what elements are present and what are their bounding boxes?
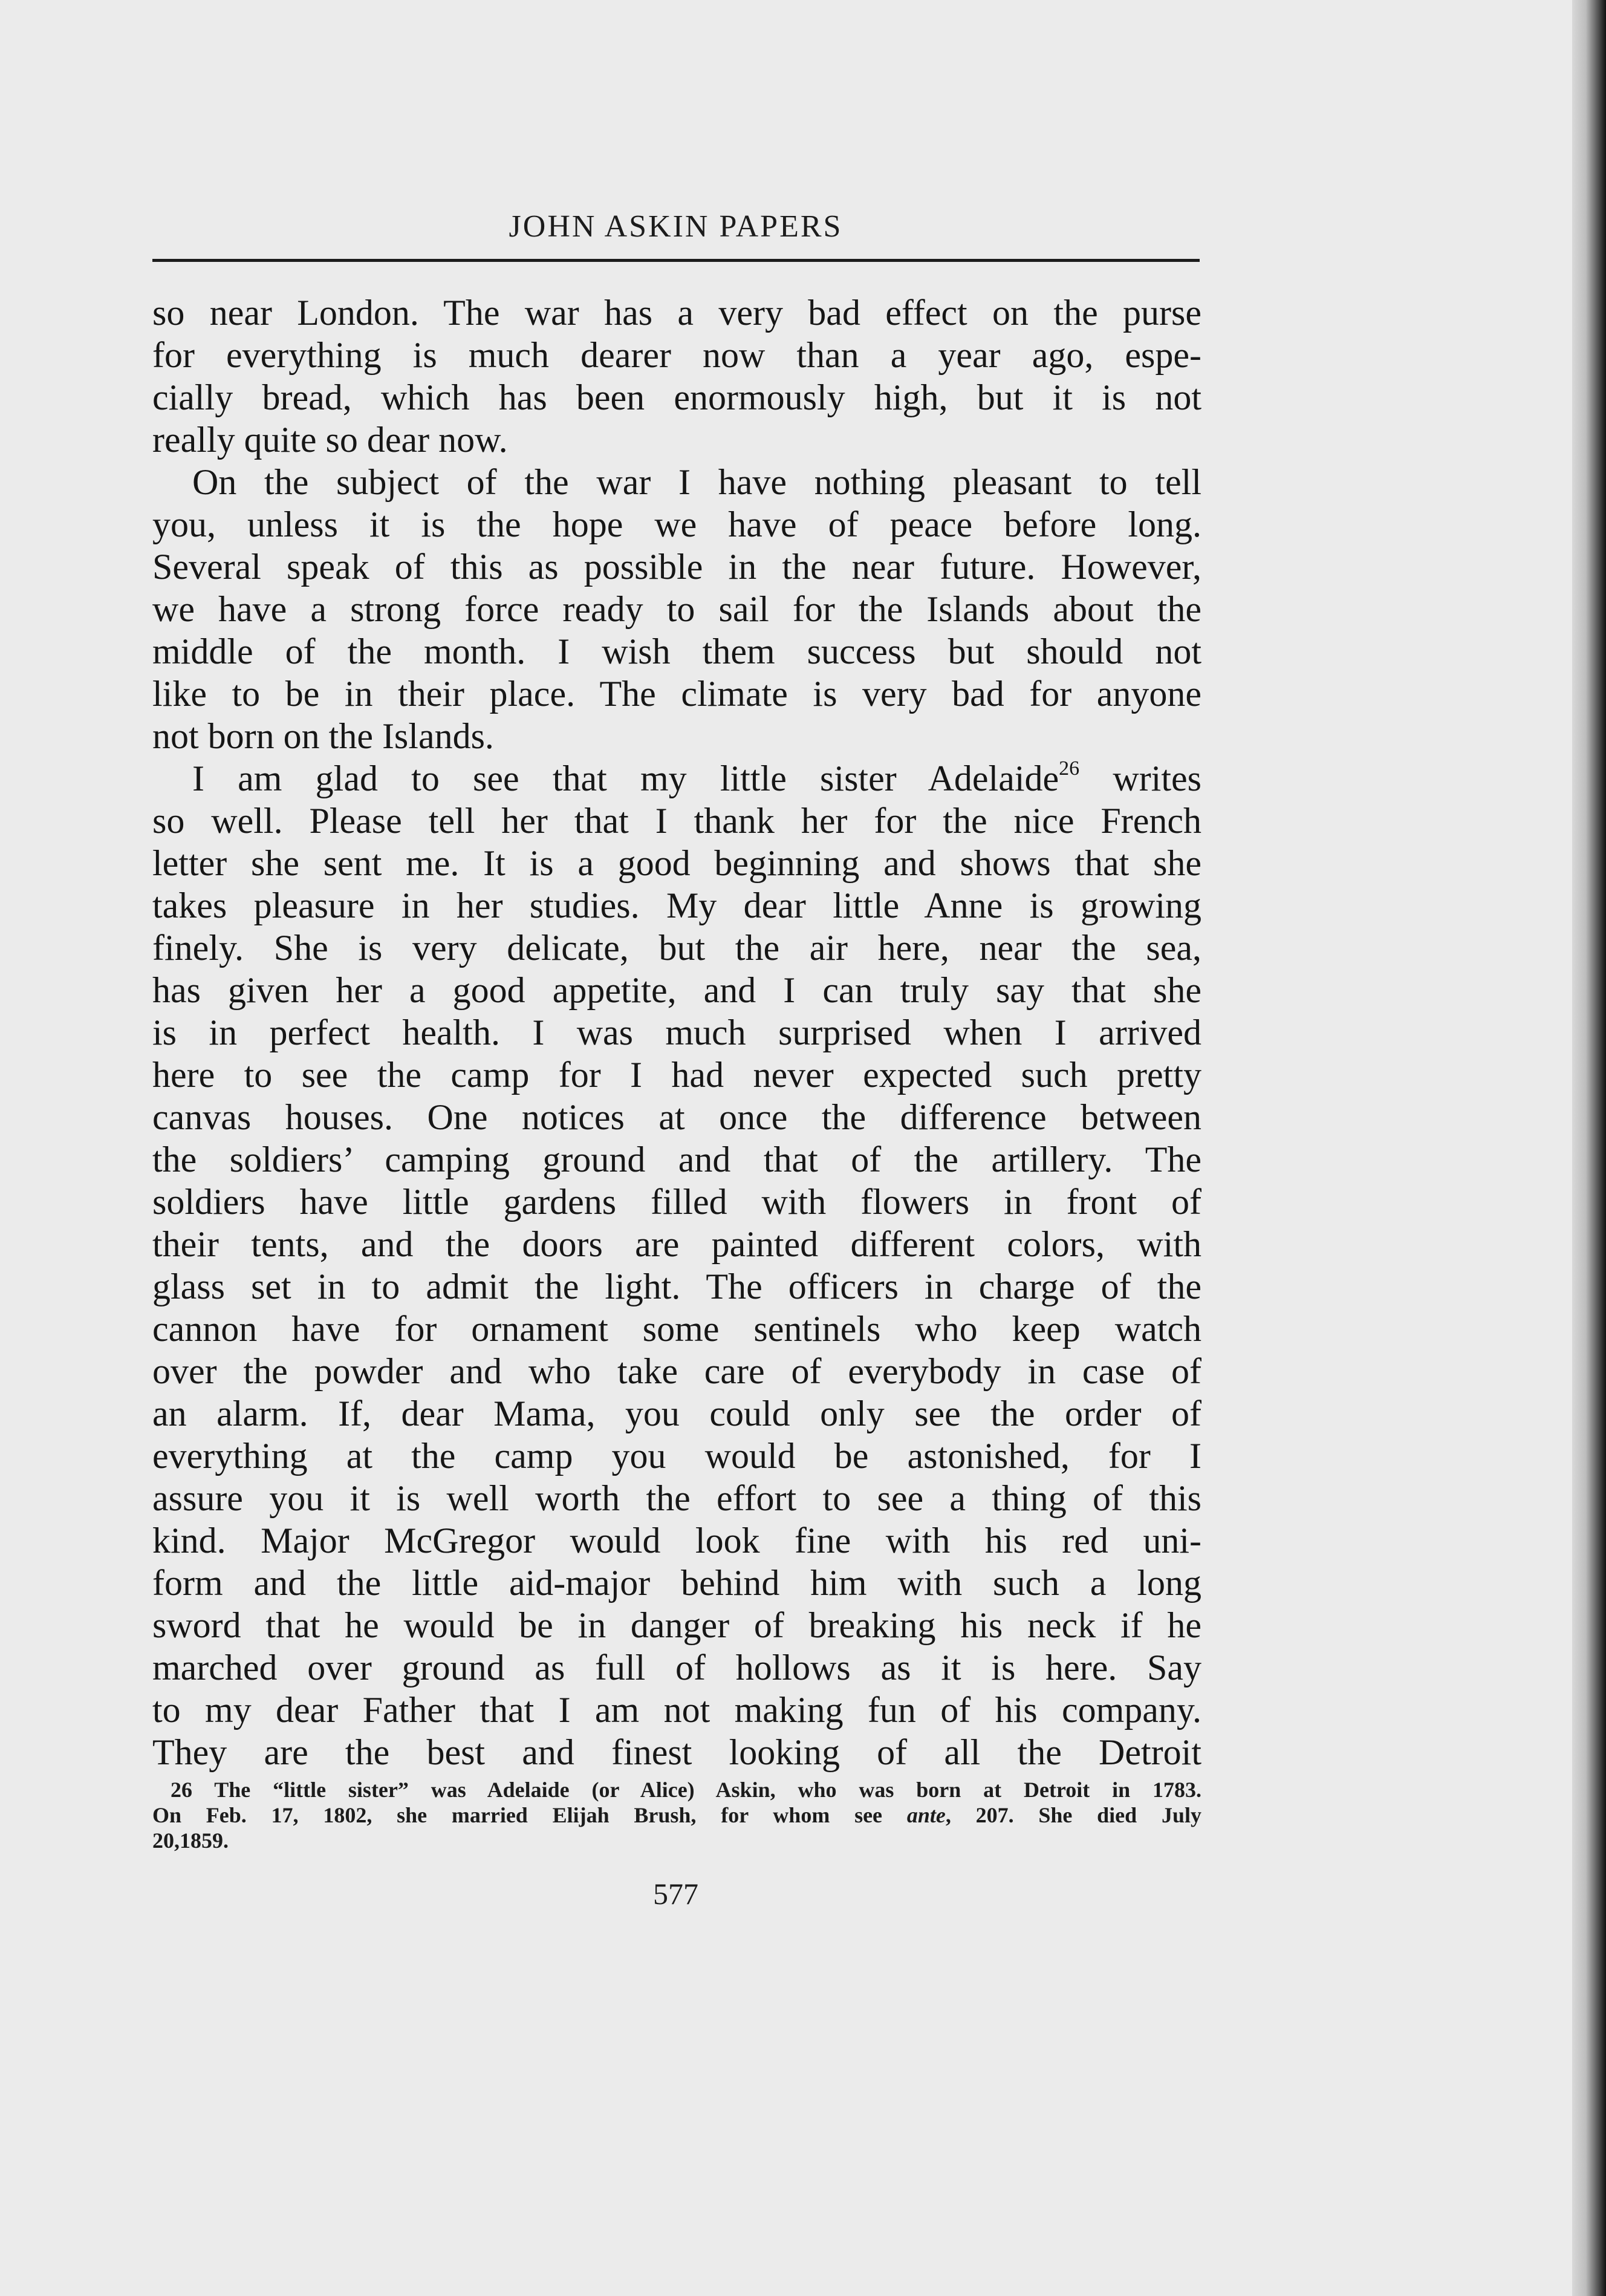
text-line: not born on the Islands. [152, 716, 494, 756]
footnote-line [152, 1802, 1201, 1828]
text-line: over the powder and who take care of everybody in case of [152, 1351, 1201, 1391]
footnote [152, 1777, 1201, 1853]
footnote-line: 20,1859. [152, 1828, 229, 1853]
footnote-line: 26 The “little sister” was Adelaide (or Alice) Askin, who was born at Detroit in 1783. [171, 1778, 1201, 1802]
text-line: kind. Major McGregor would look fine with his red uni- [152, 1521, 1201, 1561]
text-line: everything at the camp you would be astonished, for I [152, 1436, 1201, 1476]
text-line: we have a strong force ready to sail for the Islands about the [152, 589, 1201, 629]
italic-segment: ante [906, 1803, 946, 1827]
text-line: is in perfect health. I was much surprised when I arrived [152, 1013, 1201, 1052]
running-head: JOHN ASKIN PAPERS [509, 209, 843, 244]
text-line: middle of the month. I wish them success but should not [152, 631, 1201, 671]
text-line: for everything is much dearer now than a year ago, espe- [152, 335, 1201, 375]
text-line: canvas houses. One notices at once the difference between [152, 1097, 1201, 1137]
text-line: really quite so dear now. [152, 420, 508, 460]
text-line: takes pleasure in her studies. My dear little Anne is growing [152, 885, 1201, 925]
page-edge-shadow [1572, 0, 1606, 2296]
text-segment: I am glad to see that my little sister Adelaide [192, 758, 1059, 798]
text-line: form and the little aid-major behind him with such a long [152, 1563, 1201, 1603]
text-line: letter she sent me. It is a good beginning and shows that she [152, 843, 1201, 883]
text-line: They are the best and finest looking of all the Detroit [152, 1732, 1201, 1772]
text-segment: writes [1079, 758, 1201, 798]
text-line: sword that he would be in danger of breaking his neck if he [152, 1605, 1201, 1645]
text-line: so near London. The war has a very bad effect on the purse [152, 293, 1201, 333]
text-line: has given her a good appetite, and I can truly say that she [152, 970, 1201, 1010]
text-line: soldiers have little gardens filled with flowers in front of [152, 1182, 1201, 1222]
page-number: 577 [653, 1877, 698, 1911]
body-text [152, 292, 1201, 1773]
text-line [152, 757, 1201, 800]
footnote-marker: 26 [1059, 757, 1080, 780]
text-segment: On Feb. 17, 1802, she married Elijah Brush, for whom see [152, 1803, 907, 1827]
text-line: On the subject of the war I have nothing pleasant to tell [192, 462, 1201, 502]
text-line: here to see the camp for I had never expected such pretty [152, 1055, 1201, 1095]
text-line: an alarm. If, dear Mama, you could only see the order of [152, 1394, 1201, 1433]
text-line: glass set in to admit the light. The officers in charge of the [152, 1267, 1201, 1306]
text-line: Several speak of this as possible in the near future. However, [152, 547, 1201, 587]
text-line: assure you it is well worth the effort to see a thing of this [152, 1478, 1201, 1518]
text-segment: , 207. She died July [945, 1803, 1201, 1827]
text-line: cially bread, which has been enormously high, but it is not [152, 377, 1201, 417]
text-line: cannon have for ornament some sentinels who keep watch [152, 1309, 1201, 1349]
text-line: the soldiers’ camping ground and that of the artillery. The [152, 1140, 1201, 1179]
header-rule [152, 259, 1200, 262]
text-line: like to be in their place. The climate is very bad for anyone [152, 674, 1201, 714]
text-line: their tents, and the doors are painted different colors, with [152, 1224, 1201, 1264]
text-line: you, unless it is the hope we have of peace before long. [152, 504, 1201, 544]
text-line: to my dear Father that I am not making fun of his company. [152, 1690, 1201, 1730]
text-line: so well. Please tell her that I thank her for the nice French [152, 801, 1201, 841]
text-line: marched over ground as full of hollows as it is here. Say [152, 1648, 1201, 1688]
text-line: finely. She is very delicate, but the air here, near the sea, [152, 928, 1201, 968]
